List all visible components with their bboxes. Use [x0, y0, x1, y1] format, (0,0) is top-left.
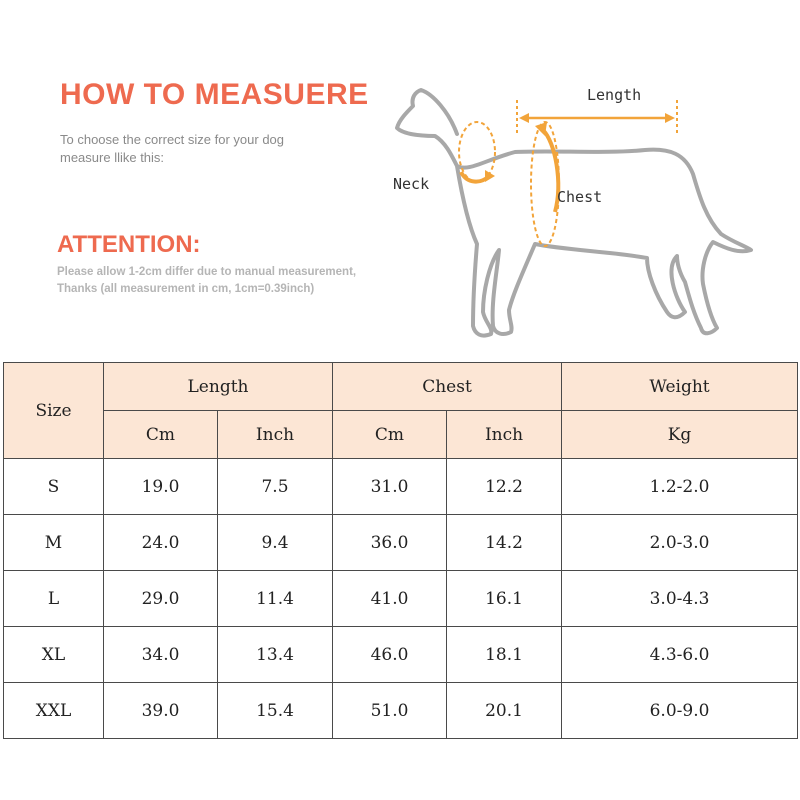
chest-cm-cell: 41.0 [333, 571, 447, 627]
size-cell: M [4, 515, 104, 571]
weight-cell: 1.2-2.0 [562, 459, 798, 515]
weight-kg-header: Kg [562, 411, 798, 459]
dog-measurement-diagram [385, 72, 765, 362]
neck-arrow-head [485, 170, 495, 182]
length-inch-cell: 13.4 [218, 627, 333, 683]
length-inch-cell: 9.4 [218, 515, 333, 571]
length-cm-cell: 34.0 [104, 627, 218, 683]
weight-cell: 2.0-3.0 [562, 515, 798, 571]
attention-note [57, 264, 417, 298]
table-row [4, 683, 798, 739]
table-row [4, 515, 798, 571]
chest-cm-cell: 31.0 [333, 459, 447, 515]
weight-header: Weight [562, 363, 798, 411]
neck-label: Neck [393, 175, 430, 193]
size-cell: S [4, 459, 104, 515]
size-cell: XL [4, 627, 104, 683]
length-label: Length [587, 86, 642, 104]
length-cm-cell: 39.0 [104, 683, 218, 739]
chest-inch-cell: 16.1 [447, 571, 562, 627]
size-cell: XXL [4, 683, 104, 739]
measure-instructions [60, 131, 360, 167]
page-title: HOW TO MEASUERE [60, 78, 369, 111]
table-row [4, 459, 798, 515]
chest-cm-cell: 51.0 [333, 683, 447, 739]
attention-heading: ATTENTION: [57, 231, 201, 258]
table-header-row-1 [4, 363, 798, 411]
dog-outline [397, 90, 751, 336]
length-cm-header: Cm [104, 411, 218, 459]
size-cell: L [4, 571, 104, 627]
chest-inch-cell: 14.2 [447, 515, 562, 571]
chest-inch-cell: 20.1 [447, 683, 562, 739]
length-header: Length [104, 363, 333, 411]
instructions-line-1: To choose the correct size for your dog [60, 132, 285, 147]
chest-arrow-head [535, 122, 547, 136]
chest-header: Chest [333, 363, 562, 411]
chest-inch-cell: 12.2 [447, 459, 562, 515]
chest-measure-loop [531, 122, 559, 246]
chest-cm-header: Cm [333, 411, 447, 459]
size-header: Size [4, 363, 104, 459]
neck-arrow [461, 172, 489, 182]
weight-cell: 4.3-6.0 [562, 627, 798, 683]
length-arrow-head-left [519, 113, 529, 123]
length-inch-cell: 7.5 [218, 459, 333, 515]
length-inch-cell: 11.4 [218, 571, 333, 627]
chest-label: Chest [557, 188, 603, 206]
length-cm-cell: 19.0 [104, 459, 218, 515]
chest-inch-cell: 18.1 [447, 627, 562, 683]
length-cm-cell: 29.0 [104, 571, 218, 627]
chest-inch-header: Inch [447, 411, 562, 459]
weight-cell: 3.0-4.3 [562, 571, 798, 627]
table-row [4, 627, 798, 683]
table-row [4, 571, 798, 627]
weight-cell: 6.0-9.0 [562, 683, 798, 739]
length-arrow-head-right [665, 113, 675, 123]
chest-arrow [543, 130, 558, 212]
length-inch-cell: 15.4 [218, 683, 333, 739]
length-cm-cell: 24.0 [104, 515, 218, 571]
instructions-line-2: measure llike this: [60, 150, 165, 165]
attention-line-2: Thanks (all measurement in cm, 1cm=0.39inch) [57, 283, 315, 295]
length-inch-header: Inch [218, 411, 333, 459]
table-header-row-2 [4, 411, 798, 459]
dog-diagram-svg [385, 72, 765, 362]
chest-cm-cell: 46.0 [333, 627, 447, 683]
size-chart-table [3, 362, 798, 739]
chest-cm-cell: 36.0 [333, 515, 447, 571]
attention-line-1: Please allow 1-2cm differ due to manual measurement, [57, 266, 357, 278]
